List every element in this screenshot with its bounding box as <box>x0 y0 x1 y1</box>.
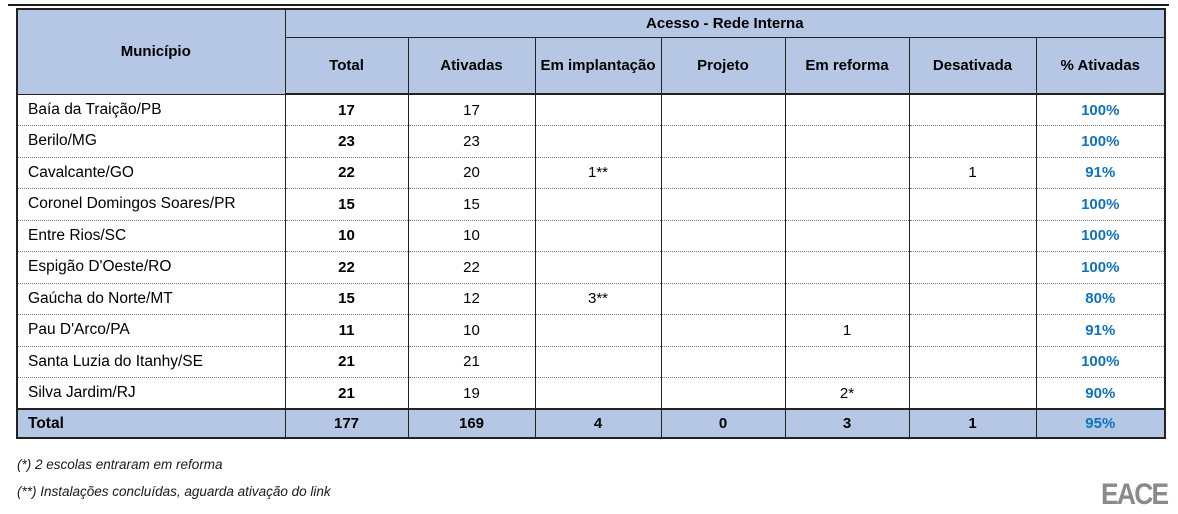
cell-desativada: 1 <box>909 157 1036 189</box>
footnote-reforma: (*) 2 escolas entraram em reforma <box>17 457 223 472</box>
footnote-implantacao: (**) Instalações concluídas, aguarda ativação do link <box>17 484 331 499</box>
table-row <box>17 220 1165 252</box>
cell-em-reforma <box>785 252 909 284</box>
cell-total: 177 <box>285 409 408 438</box>
cell-em-reforma <box>785 283 909 315</box>
table-row <box>17 283 1165 315</box>
cell-em-implantacao <box>535 346 661 378</box>
cell-em-implantacao <box>535 315 661 347</box>
cell-em-reforma: 1 <box>785 315 909 347</box>
table-body <box>17 94 1165 438</box>
cell-ativadas: 10 <box>408 220 535 252</box>
cell-desativada <box>909 378 1036 410</box>
cell-municipio: Silva Jardim/RJ <box>17 378 285 410</box>
cell-pct-ativadas: 95% <box>1036 409 1165 438</box>
table-row <box>17 189 1165 221</box>
cell-em-implantacao <box>535 378 661 410</box>
cell-projeto: 0 <box>661 409 785 438</box>
cell-municipio: Total <box>17 409 285 438</box>
cell-pct-ativadas: 91% <box>1036 157 1165 189</box>
table-row <box>17 252 1165 284</box>
cell-total: 21 <box>285 346 408 378</box>
cell-municipio: Entre Rios/SC <box>17 220 285 252</box>
cell-pct-ativadas: 100% <box>1036 346 1165 378</box>
cell-pct-ativadas: 91% <box>1036 315 1165 347</box>
cell-pct-ativadas: 100% <box>1036 94 1165 126</box>
cell-projeto <box>661 315 785 347</box>
cell-desativada <box>909 126 1036 158</box>
col-header-em-reforma: Em reforma <box>785 37 909 94</box>
cell-desativada <box>909 94 1036 126</box>
cell-total: 22 <box>285 157 408 189</box>
cell-pct-ativadas: 80% <box>1036 283 1165 315</box>
cell-ativadas: 17 <box>408 94 535 126</box>
cell-em-reforma <box>785 126 909 158</box>
cell-municipio: Espigão D'Oeste/RO <box>17 252 285 284</box>
col-header-ativadas: Ativadas <box>408 37 535 94</box>
cell-em-implantacao: 4 <box>535 409 661 438</box>
cell-pct-ativadas: 100% <box>1036 252 1165 284</box>
cell-municipio: Berilo/MG <box>17 126 285 158</box>
cell-ativadas: 19 <box>408 378 535 410</box>
report-table <box>16 8 1166 439</box>
cell-em-implantacao <box>535 252 661 284</box>
cell-municipio: Cavalcante/GO <box>17 157 285 189</box>
cell-ativadas: 12 <box>408 283 535 315</box>
cell-em-reforma <box>785 189 909 221</box>
cell-pct-ativadas: 90% <box>1036 378 1165 410</box>
cell-ativadas: 15 <box>408 189 535 221</box>
cell-desativada <box>909 252 1036 284</box>
table-row <box>17 94 1165 126</box>
cell-desativada <box>909 315 1036 347</box>
cell-pct-ativadas: 100% <box>1036 220 1165 252</box>
eace-logo: EACE <box>1100 478 1167 511</box>
cell-em-implantacao <box>535 126 661 158</box>
cell-pct-ativadas: 100% <box>1036 189 1165 221</box>
cell-projeto <box>661 346 785 378</box>
cell-em-reforma: 3 <box>785 409 909 438</box>
cell-projeto <box>661 126 785 158</box>
table-row <box>17 157 1165 189</box>
col-header-desativada: Desativada <box>909 37 1036 94</box>
cell-municipio: Santa Luzia do Itanhy/SE <box>17 346 285 378</box>
cell-projeto <box>661 252 785 284</box>
cell-desativada: 1 <box>909 409 1036 438</box>
group-header: Acesso - Rede Interna <box>285 9 1165 37</box>
table-row <box>17 126 1165 158</box>
cell-em-implantacao: 1** <box>535 157 661 189</box>
cell-total: 11 <box>285 315 408 347</box>
cell-em-reforma: 2* <box>785 378 909 410</box>
table-row <box>17 378 1165 410</box>
cell-em-implantacao: 3** <box>535 283 661 315</box>
cell-em-implantacao <box>535 94 661 126</box>
cell-em-reforma <box>785 157 909 189</box>
cell-ativadas: 22 <box>408 252 535 284</box>
table-row <box>17 346 1165 378</box>
cell-em-implantacao <box>535 189 661 221</box>
cell-total: 15 <box>285 283 408 315</box>
cell-projeto <box>661 189 785 221</box>
cell-desativada <box>909 189 1036 221</box>
cell-ativadas: 21 <box>408 346 535 378</box>
cell-municipio: Gaúcha do Norte/MT <box>17 283 285 315</box>
top-rule <box>8 4 1169 6</box>
cell-desativada <box>909 283 1036 315</box>
cell-projeto <box>661 94 785 126</box>
cell-municipio: Pau D'Arco/PA <box>17 315 285 347</box>
cell-ativadas: 10 <box>408 315 535 347</box>
cell-pct-ativadas: 100% <box>1036 126 1165 158</box>
cell-desativada <box>909 346 1036 378</box>
cell-projeto <box>661 220 785 252</box>
cell-total: 17 <box>285 94 408 126</box>
group-header-row <box>17 9 1165 37</box>
cell-em-reforma <box>785 94 909 126</box>
cell-em-implantacao <box>535 220 661 252</box>
cell-ativadas: 23 <box>408 126 535 158</box>
cell-projeto <box>661 157 785 189</box>
cell-municipio: Coronel Domingos Soares/PR <box>17 189 285 221</box>
col-header-pct-ativadas: % Ativadas <box>1036 37 1165 94</box>
cell-total: 21 <box>285 378 408 410</box>
table-row <box>17 315 1165 347</box>
col-header-total: Total <box>285 37 408 94</box>
col-header-em-implantacao: Em implantação <box>535 37 661 94</box>
cell-total: 23 <box>285 126 408 158</box>
cell-em-reforma <box>785 346 909 378</box>
cell-total: 22 <box>285 252 408 284</box>
cell-total: 10 <box>285 220 408 252</box>
col-header-municipio: Município <box>17 9 285 94</box>
cell-total: 15 <box>285 189 408 221</box>
table-row <box>17 409 1165 438</box>
cell-projeto <box>661 283 785 315</box>
cell-projeto <box>661 378 785 410</box>
cell-municipio: Baía da Traição/PB <box>17 94 285 126</box>
cell-ativadas: 20 <box>408 157 535 189</box>
cell-em-reforma <box>785 220 909 252</box>
cell-desativada <box>909 220 1036 252</box>
cell-ativadas: 169 <box>408 409 535 438</box>
col-header-projeto: Projeto <box>661 37 785 94</box>
